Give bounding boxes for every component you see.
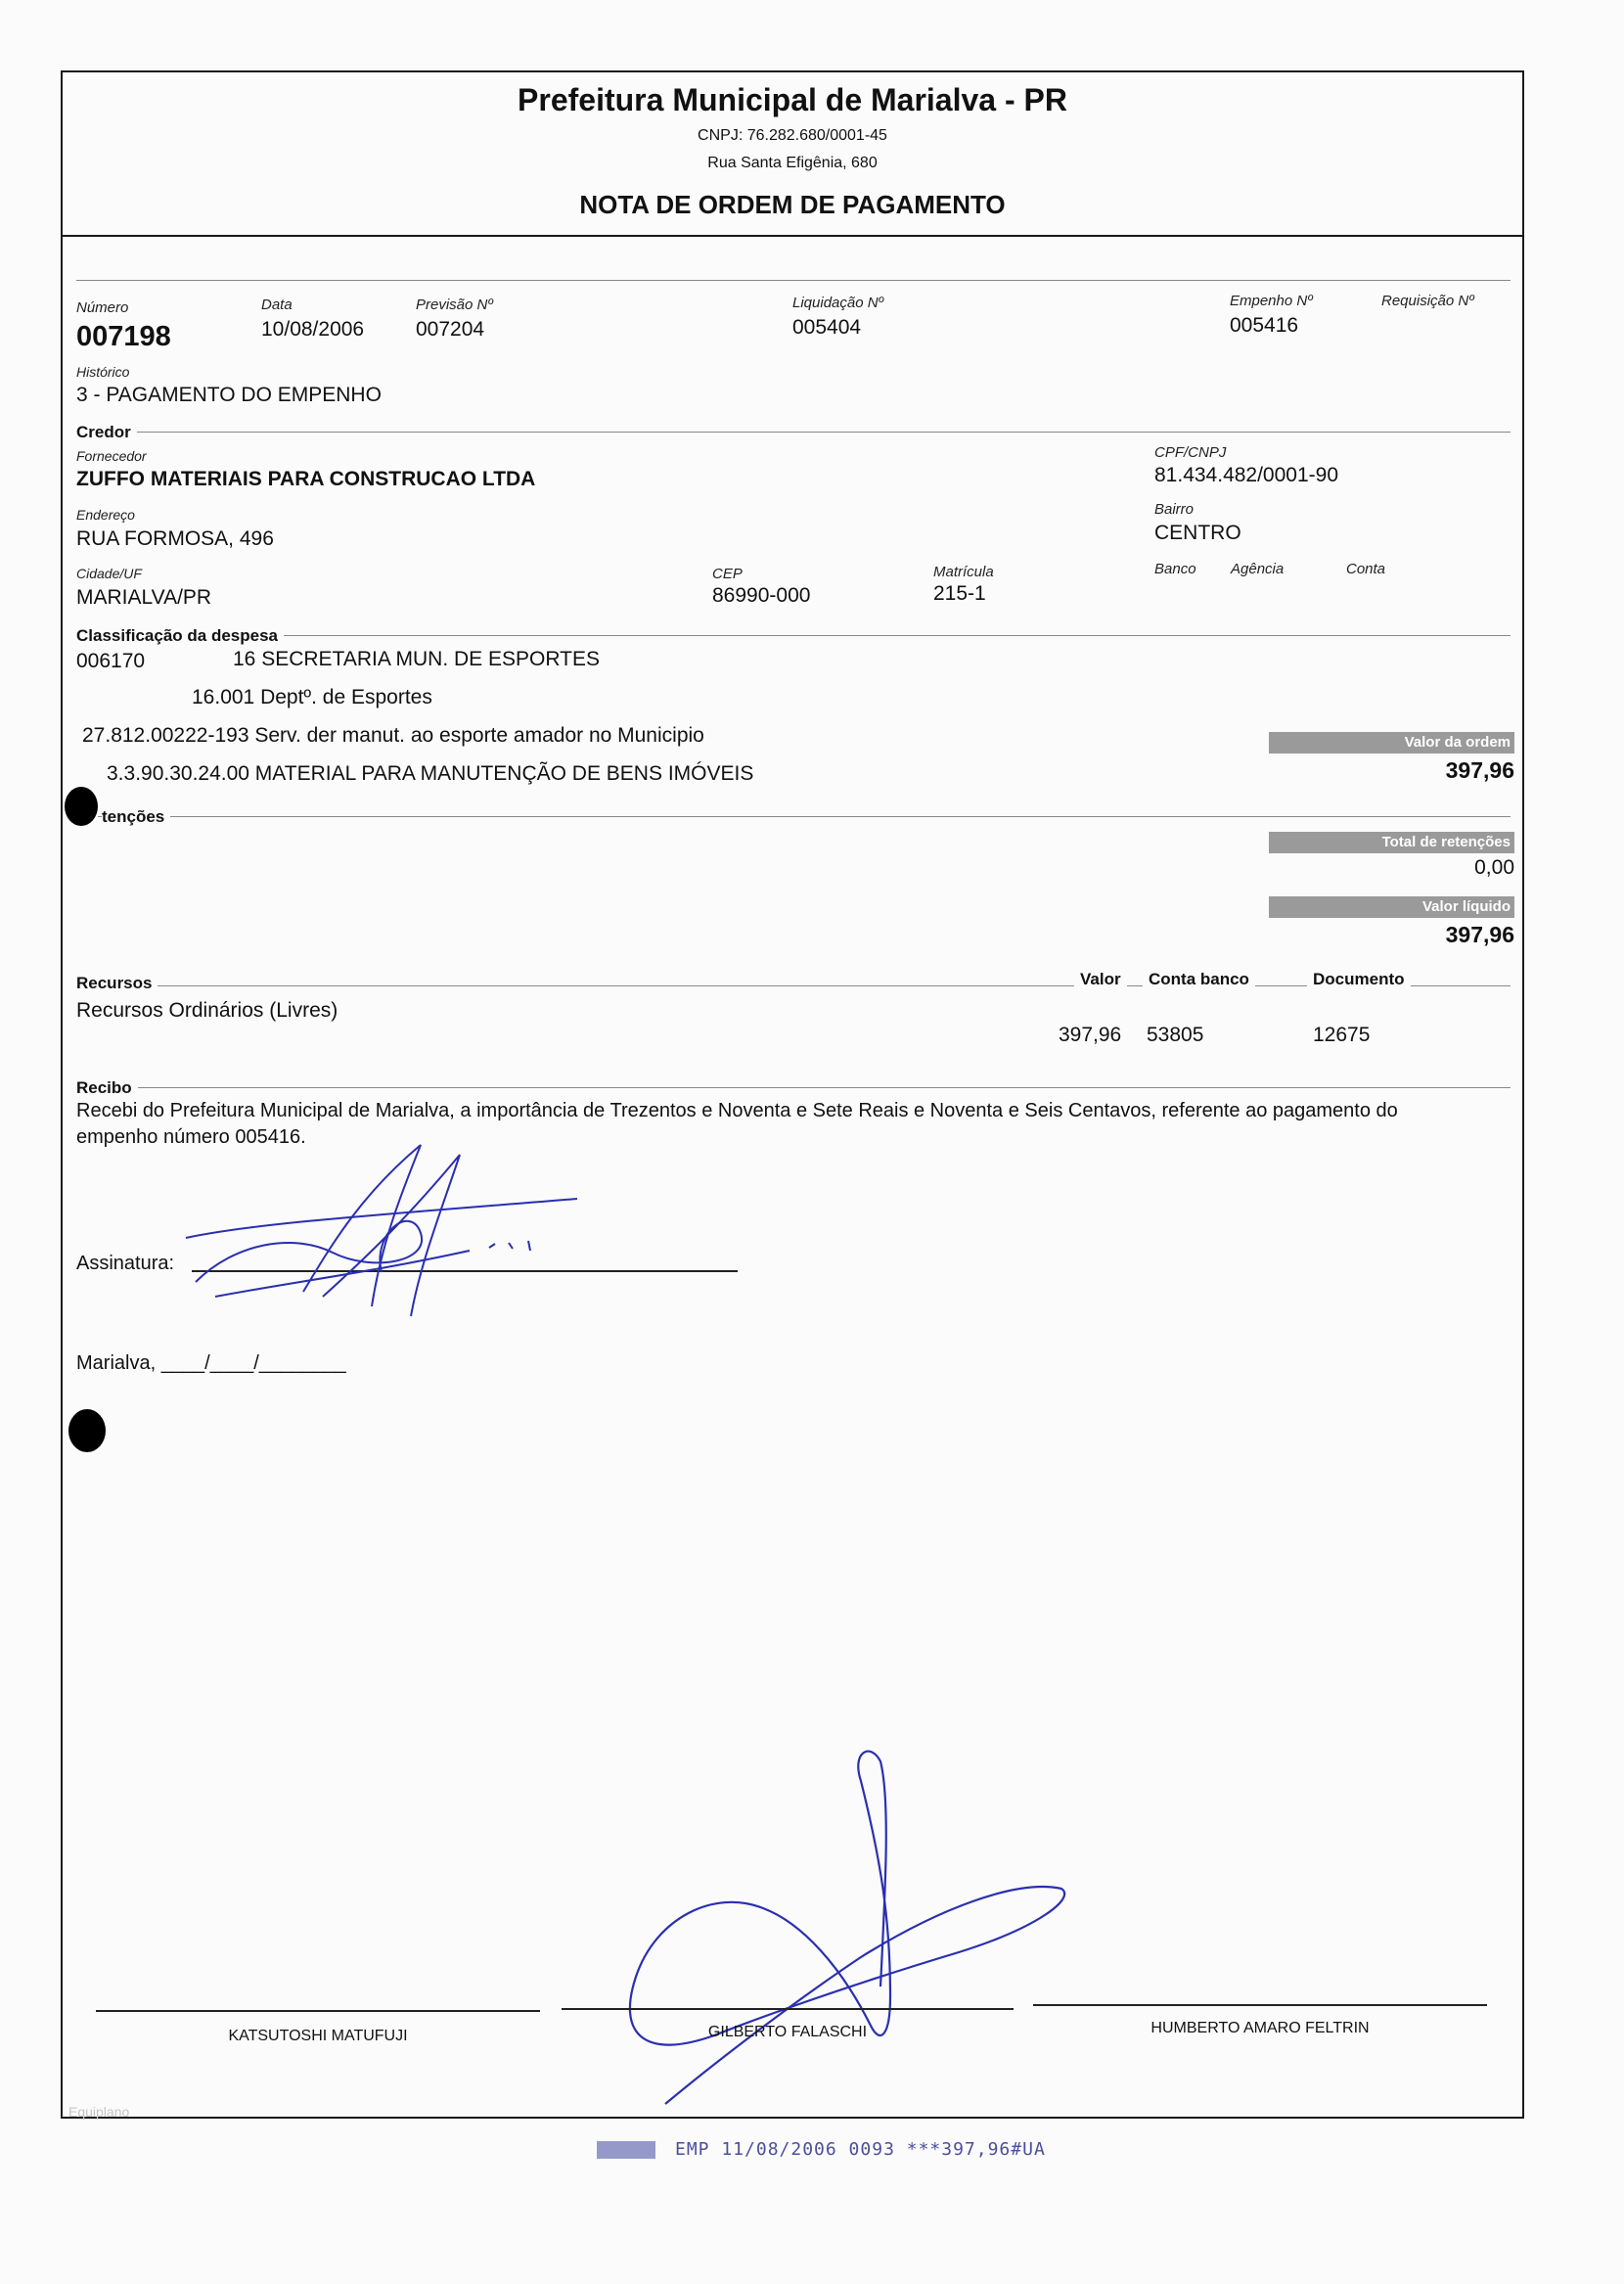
historico-label: Histórico xyxy=(76,364,130,380)
fornecedor-label: Fornecedor xyxy=(76,448,147,464)
historico-value: 3 - PAGAMENTO DO EMPENHO xyxy=(76,384,382,406)
punch-hole xyxy=(65,787,98,826)
header-title: Prefeitura Municipal de Marialva - PR xyxy=(518,82,1067,117)
banco-label: Banco xyxy=(1154,561,1196,577)
matricula-label: Matrícula xyxy=(933,564,994,580)
divider xyxy=(76,985,1511,986)
cidade-label: Cidade/UF xyxy=(76,566,142,581)
classificacao-line3: 27.812.00222-193 Serv. der manut. ao esporte amador no Municipio xyxy=(82,724,704,747)
total-retencoes-value: 0,00 xyxy=(1474,856,1514,879)
empenho-label: Empenho Nº xyxy=(1230,293,1313,309)
recursos-section: Recursos xyxy=(76,974,158,993)
footer-brand: Equiplano xyxy=(68,2104,130,2120)
signature-line-right xyxy=(1033,2004,1487,2006)
recibo-text: Recebi do Prefeitura Municipal de Marialva, a importância de Trezentos e Noventa e Sete Reais e Noventa e Seis Centavos, referente ao pagamento do empenho número 005416. xyxy=(76,1100,1398,1148)
cpf-label: CPF/CNPJ xyxy=(1154,444,1227,461)
divider xyxy=(98,816,1511,817)
signatory-right: HUMBERTO AMARO FELTRIN xyxy=(1150,2020,1370,2036)
divider xyxy=(76,432,1511,433)
gilberto-signature xyxy=(567,1742,1096,2114)
recursos-name: Recursos Ordinários (Livres) xyxy=(76,999,338,1022)
recursos-valor: 397,96 xyxy=(1059,1024,1122,1046)
stamp-logo xyxy=(597,2141,655,2159)
classificacao-line1: 16 SECRETARIA MUN. DE ESPORTES xyxy=(233,648,600,670)
signature-line-center xyxy=(562,2008,1014,2010)
classificacao-line4: 3.3.90.30.24.00 MATERIAL PARA MANUTENÇÃO DE BENS IMÓVEIS xyxy=(107,762,754,785)
cep-value: 86990-000 xyxy=(712,584,811,607)
valor-liquido-bar: Valor líquido xyxy=(1269,896,1514,918)
numero-value: 007198 xyxy=(76,321,171,352)
recibo-section: Recibo xyxy=(76,1078,138,1098)
data-label: Data xyxy=(261,297,293,313)
divider xyxy=(76,280,1511,281)
recursos-documento: 12675 xyxy=(1313,1024,1371,1046)
fornecedor-value: ZUFFO MATERIAIS PARA CONSTRUCAO LTDA xyxy=(76,468,536,490)
header-divider xyxy=(61,235,1524,237)
signatory-left: KATSUTOSHI MATUFUJI xyxy=(228,2028,408,2044)
agencia-label: Agência xyxy=(1231,561,1285,577)
conta-label: Conta xyxy=(1346,561,1386,577)
punch-hole xyxy=(68,1409,106,1452)
cep-label: CEP xyxy=(712,566,743,582)
recursos-documento-header: Documento xyxy=(1307,970,1411,989)
endereco-label: Endereço xyxy=(76,507,135,523)
cidade-value: MARIALVA/PR xyxy=(76,586,212,609)
credor-section: Credor xyxy=(76,423,137,442)
numero-label: Número xyxy=(76,299,129,316)
header-address: Rua Santa Efigênia, 680 xyxy=(707,155,878,171)
signatory-center: GILBERTO FALASCHI xyxy=(707,2024,868,2040)
endereco-value: RUA FORMOSA, 496 xyxy=(76,527,274,550)
divider xyxy=(76,635,1511,636)
recursos-conta: 53805 xyxy=(1147,1024,1204,1046)
valor-ordem-value: 397,96 xyxy=(1445,757,1514,783)
recursos-valor-header: Valor xyxy=(1074,970,1127,989)
classificacao-code: 006170 xyxy=(76,650,146,672)
recursos-conta-header: Conta banco xyxy=(1143,970,1255,989)
bairro-value: CENTRO xyxy=(1154,522,1241,544)
cpf-value: 81.434.482/0001-90 xyxy=(1154,464,1339,486)
bairro-label: Bairro xyxy=(1154,501,1195,518)
local-date: Marialva, ____/____/________ xyxy=(76,1352,346,1374)
classificacao-section: Classificação da despesa xyxy=(76,626,284,646)
divider xyxy=(76,1087,1511,1088)
previsao-label: Previsão Nº xyxy=(416,297,493,313)
header-cnpj: CNPJ: 76.282.680/0001-45 xyxy=(698,127,887,144)
signature-line-left xyxy=(96,2010,540,2012)
empenho-value: 005416 xyxy=(1230,314,1299,337)
classificacao-line2: 16.001 Deptº. de Esportes xyxy=(192,686,432,708)
data-value: 10/08/2006 xyxy=(261,318,365,341)
valor-liquido-value: 397,96 xyxy=(1445,922,1514,947)
matricula-value: 215-1 xyxy=(933,582,986,605)
valor-ordem-bar: Valor da ordem xyxy=(1269,732,1514,754)
total-retencoes-bar: Total de retenções xyxy=(1269,832,1514,853)
previsao-value: 007204 xyxy=(416,318,485,341)
retencoes-section: tenções xyxy=(102,807,170,827)
requisicao-label: Requisição Nº xyxy=(1381,293,1474,309)
bank-stamp: EMP 11/08/2006 0093 ***397,96#UA xyxy=(675,2139,1046,2160)
recibo-signature xyxy=(176,1135,587,1331)
assinatura-label: Assinatura: xyxy=(76,1253,175,1274)
document-title: NOTA DE ORDEM DE PAGAMENTO xyxy=(579,190,1006,219)
liquidacao-label: Liquidação Nº xyxy=(792,295,884,311)
liquidacao-value: 005404 xyxy=(792,316,862,339)
